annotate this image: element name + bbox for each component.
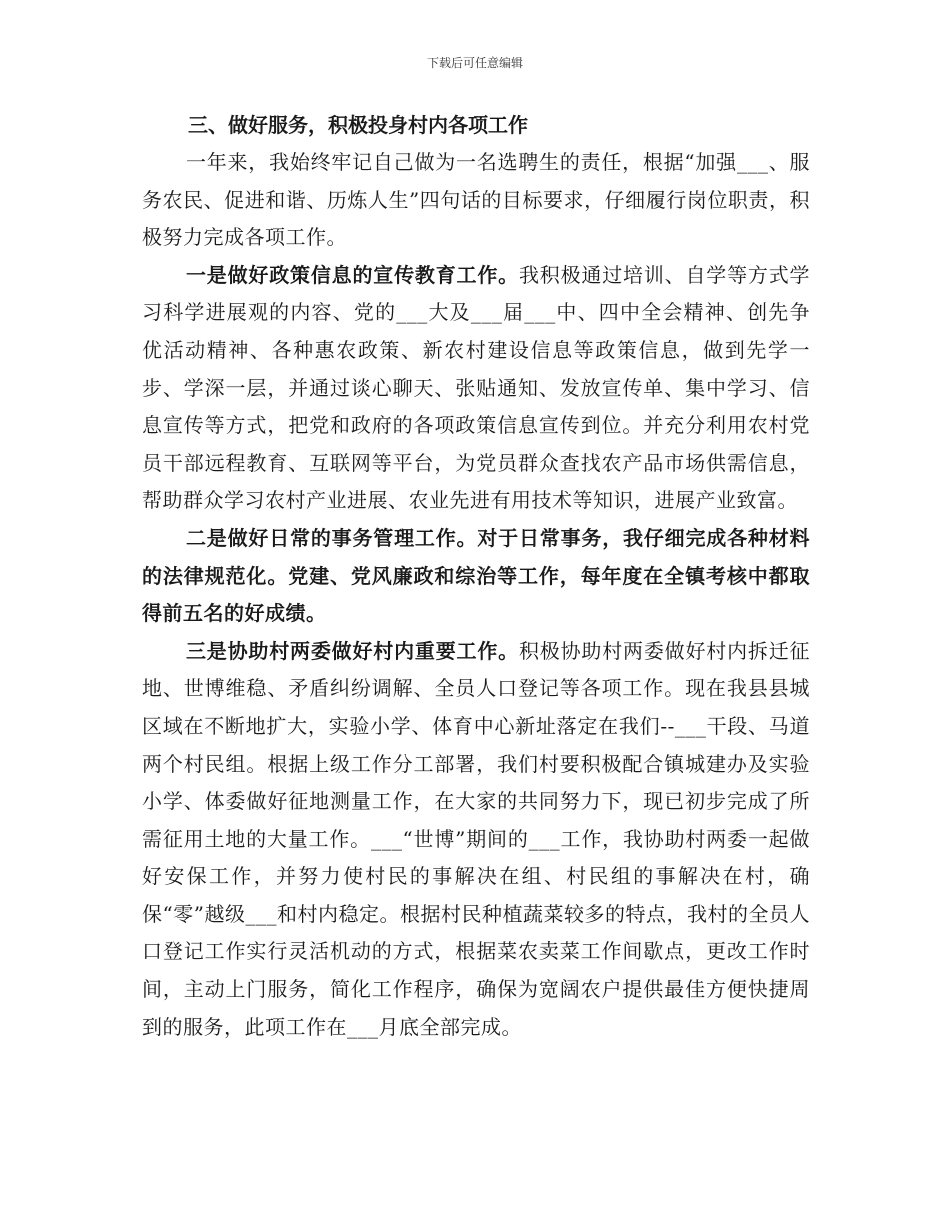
- paragraph-lead: 一是做好政策信息的宣传教育工作。: [186, 262, 519, 287]
- paragraph-intro: [142, 144, 810, 257]
- paragraph-text: 一年来，我始终牢记自己做为一名选聘生的责任，根据“加强___、服务农民、促进和谐、历炼人生”四句话的目标要求，仔细履行岗位职责，积极努力完成各项工作。: [142, 150, 810, 250]
- paragraph-text: 积极协助村两委做好村内拆迁征地、世博维稳、矛盾纠纷调解、全员人口登记等各项工作。现在我县县城区域在不断地扩大，实验小学、体育中心新址落定在我们--___干段、马道两个村民组。根据上级工作分工部署，我们村要积极配合镇城建办及实验小学、体委做好征地测量工作，在大家的共同努力下，现已初步完成了所需征用土地的大量工作。___“世博”期间的___工作，我协助村两委一起做好安保工作，并努力使村民的事解决在组、村民组的事解决在村，确保“零”越级___和村内稳定。根据村民种植蔬菜较多的特点，我村的全员人口登记工作实行灵活机动的方式，根据菜农卖菜工作间歇点，更改工作时间，主动上门服务，简化工作程序，确保为宽阔农户提供最佳方便快捷周到的服务，此项工作在___月底全部完成。: [142, 638, 811, 1039]
- document-body: [142, 106, 810, 1046]
- page-header-note: 下载后可任意编辑: [426, 56, 523, 70]
- paragraph-village-work: [142, 633, 810, 1047]
- paragraph-daily-affairs: [142, 520, 810, 633]
- paragraph-policy-publicity: [142, 257, 810, 520]
- paragraph-lead: 三是协助村两委做好村内重要工作。: [186, 638, 519, 663]
- section-title: 三、做好服务，积极投身村内各项工作: [188, 113, 528, 137]
- paragraph-lead: 二是做好日常的事务管理工作。对于日常事务，我仔细完成各种材料的法律规范化。党建、党风廉政和综治等工作，每年度在全镇考核中都取得前五名的好成绩。: [142, 525, 810, 626]
- paragraph-text: 我积极通过培训、自学等方式学习科学进展观的内容、党的___大及___届___中、四中全会精神、创先争优活动精神、各种惠农政策、新农村建设信息等政策信息，做到先学一步、学深一层，并通过谈心聊天、张贴通知、发放宣传单、集中学习、信息宣传等方式，把党和政府的各项政策信息宣传到位。并充分利用农村党员干部远程教育、互联网等平台，为党员群众查找农产品市场供需信息，帮助群众学习农村产业进展、农业先进有用技术等知识，进展产业致富。: [142, 262, 811, 513]
